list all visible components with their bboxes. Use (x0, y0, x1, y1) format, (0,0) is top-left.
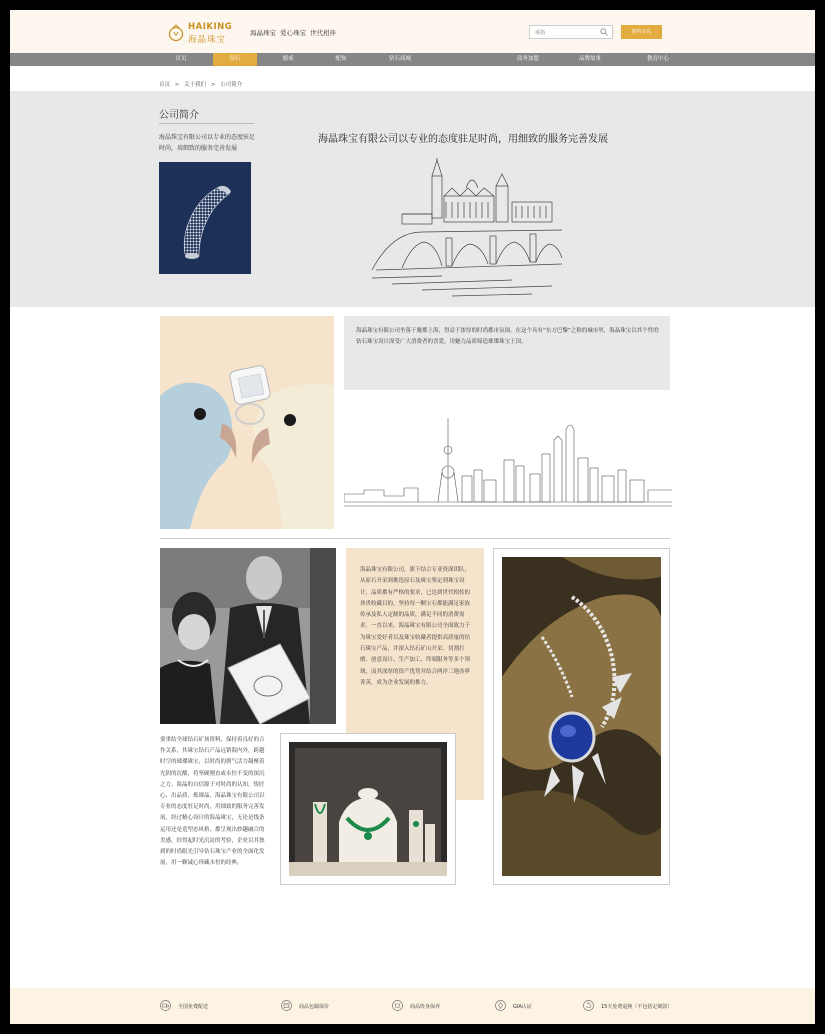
nav-item-diamond-mall[interactable]: 钻石商城 (388, 56, 411, 62)
jewelry-display-photo (289, 742, 447, 876)
section-divider (160, 538, 670, 539)
jewelry-display-image (289, 742, 447, 876)
maintenance-icon (392, 1000, 403, 1011)
jewelry-display-frame (280, 733, 456, 885)
nav-item-accessories[interactable]: 配饰 (335, 56, 347, 62)
return-icon (583, 1000, 594, 1011)
package-icon (281, 1000, 292, 1011)
search-box (529, 25, 613, 39)
search-input[interactable] (535, 29, 595, 36)
cathedral-bridge-sketch (362, 158, 572, 298)
footer-label: 商品终身保养 (410, 1004, 441, 1010)
breadcrumb-separator: > (174, 82, 180, 88)
breadcrumb-current: 公司简介 (220, 82, 243, 88)
footer-label: GIA认证 (513, 1004, 532, 1010)
sidebar-divider (159, 123, 254, 124)
search-icon[interactable] (600, 28, 608, 36)
parrots-diamond-photo (160, 316, 334, 529)
nav-item-home[interactable]: 首页 (175, 56, 187, 62)
breadcrumb-about[interactable]: 关于我们 (184, 82, 207, 88)
sidebar-title: 公司简介 (159, 110, 199, 121)
vintage-photo (160, 548, 336, 724)
sapphire-necklace-frame (493, 548, 670, 885)
header-slogan: 海晶珠宝 爱心珠宝 世代相伴 (250, 29, 337, 37)
sapphire-necklace-image (502, 557, 661, 876)
vintage-bw-image (160, 548, 336, 724)
delivery-icon (160, 1000, 171, 1011)
nav-item-franchise[interactable]: 商务加盟 (516, 56, 539, 62)
bracelet-photo (159, 162, 251, 274)
reserve-button[interactable]: 预约有礼 (621, 25, 662, 39)
breadcrumb-separator: > (210, 82, 216, 88)
breadcrumb (159, 80, 245, 88)
brand-logo[interactable] (168, 22, 233, 45)
intro-heading: 海晶珠宝有限公司以专业的态度驻足时尚，用细致的服务完善发展 (318, 134, 608, 145)
parrots-image (160, 316, 334, 529)
footer-label: 全国免费配送 (178, 1004, 209, 1010)
logo-text-cn: 海晶珠宝 (188, 35, 227, 45)
page-frame (10, 10, 815, 1024)
company-detail-text: 海晶珠宝有限公司，旗下结合专业资深团队，从原石开采到挑选原石及珠宝鉴定到珠宝设计，品质都有严格的要求，已达到世代相传的珍贵收藏目的，坚持每一颗宝石都能满足家族传承及私人定制的品质，满足不同的消费需求。一直以来，海晶珠宝有限公司全面致力于为珠宝爱好者以及珠宝收藏者提供高质量的钻石珠宝产品，并深入钻石矿山开采、切割打磨、创意设计、生产加工、终端服务等多个领域，而其深厚的资产优势并结合两岸三地各界菁英，成为企业发展的推力。 (360, 567, 471, 686)
sidebar-text: 海晶珠宝有限公司以专业的态度驻足时尚，用细致的服务完善发展 (159, 134, 256, 152)
sapphire-necklace-photo (502, 557, 661, 876)
logo-text-en: HAIKING (188, 22, 233, 32)
footer-service-bar (10, 988, 815, 1024)
main-nav (10, 53, 815, 66)
nav-item-diamond[interactable]: 钻石 (213, 53, 257, 66)
footer-label: 商品包邮保价 (299, 1004, 330, 1010)
shanghai-skyline-sketch (344, 410, 672, 510)
footer-label: 15天免费退换（不包括定制款） (601, 1004, 673, 1010)
nav-item-education[interactable]: 教育中心 (646, 56, 669, 62)
header (10, 10, 815, 53)
breadcrumb-home[interactable]: 首页 (159, 82, 171, 88)
company-intro-text: 海晶珠宝有限公司坐落于魔都上海，得益于浓厚的时尚都市氛围，在这个具有“东方巴黎”之称的城市里，海晶珠宝以其个性的钻石珠宝设计深受广大消费者的喜爱，用魅力品质缔造璀璨珠宝王国。 (356, 328, 659, 345)
company-intro-box (344, 316, 670, 390)
certificate-icon (495, 1000, 506, 1011)
logo-mark-icon (168, 24, 184, 42)
company-history-text: 要重结全球钻石矿场资料，保持着良好的合作关系，其珠宝钻石产品远销海内外，跨越时空的璀璨珠宝，以时尚的朝气活力凝聚着光阴的沉酿，将坚硬刚直或永恒不变的深沉之力。海晶的自信源于对时尚的认知，铸匠心、出品质、炼璀晶，海晶珠宝有限公司以专业的态度驻足时尚，用细致的服务完善发展，经过精心设计的海晶珠宝，无论是线条运用还是造型态风格，都呈现出妙趣融合的美感，经得起时光沉淀的考验，企业以其独到的时尚眼光引导钻石珠宝产业的全面化发展，用一颗诚心珍藏永恒的经典。 (160, 737, 265, 867)
bracelet-image (159, 162, 251, 274)
nav-item-wedding-rings[interactable]: 婚戒 (282, 56, 294, 62)
nav-item-brand-story[interactable]: 品牌故事 (578, 56, 601, 62)
